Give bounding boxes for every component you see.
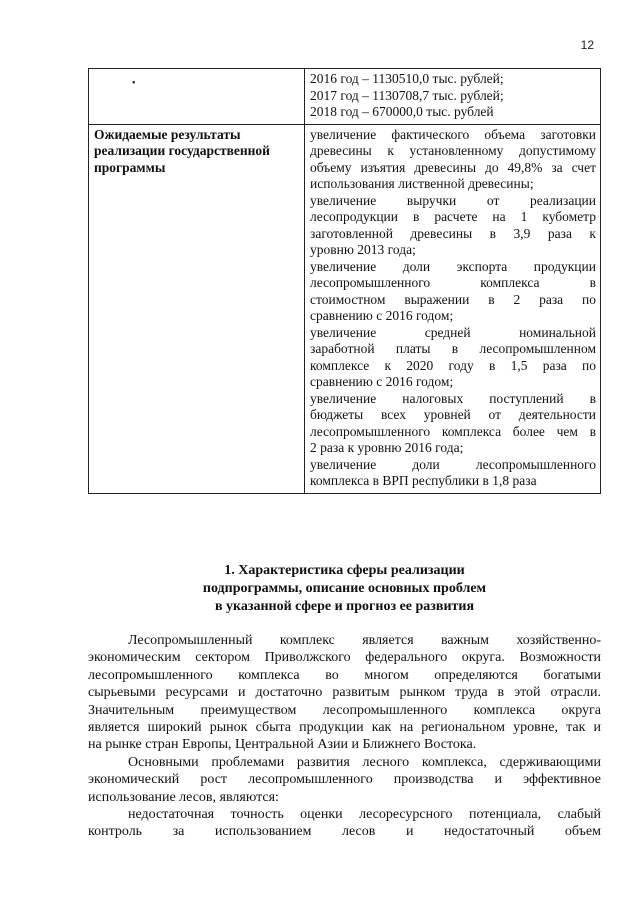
result-line: лесопромышленного комплекса в	[310, 275, 596, 290]
heading-line: в указанной сфере и прогноз ее развития	[214, 599, 475, 614]
page-number: 12	[580, 38, 594, 52]
table-row	[89, 124, 601, 493]
result-line: стоимостном выражении в 2 раза по	[310, 291, 596, 307]
section-body	[88, 632, 601, 841]
paragraph-line: Значительным преимуществом лесопромышленного комплекса округа	[88, 702, 601, 718]
result-line: сравнению с 2016 годом;	[310, 374, 454, 389]
result-line: заготовленной древесины в 3,9 раза к	[310, 225, 596, 241]
result-line: объему изъятия древесины до 49,8% за счет	[310, 159, 596, 175]
paragraph-line: лесопромышленного комплекса во многом определяются богатыми	[88, 667, 601, 683]
result-line: древесины к установленному допустимому	[310, 143, 596, 158]
result-line: увеличение налоговых поступлений в	[310, 390, 596, 406]
paragraph-line: является широкий рынок сбыта продукции как на региональном уровне, так и	[88, 720, 601, 736]
result-line: уровню 2013 года;	[310, 242, 416, 257]
result-line: лесопромышленного комплекса более чем в	[310, 423, 596, 439]
result-line: заработной платы в лесопромышленном	[310, 341, 596, 356]
budget-line: 2018 год – 670000,0 тыс. рублей	[310, 104, 494, 119]
scan-mark: •	[132, 78, 136, 89]
result-line: комплекса в ВРП республики в 1,8 раза	[310, 473, 537, 488]
row-label-line: реализации государственной	[94, 143, 270, 158]
result-line: увеличение доли лесопромышленного	[310, 456, 596, 472]
paragraph-line: Основными проблемами развития лесного комплекса, сдерживающими	[128, 754, 601, 770]
row-label-line: программы	[94, 159, 166, 175]
result-line: лесопродукции в расчете на 1 кубометр	[310, 209, 596, 224]
budget-line: 2016 год – 1130510,0 тыс. рублей;	[310, 71, 504, 86]
result-line: увеличение выручки от реализации	[310, 192, 596, 208]
result-line: 2 раза к уровню 2016 года;	[310, 440, 464, 455]
paragraph-line: контроль за использованием лесов и недостаточный объем	[88, 824, 601, 840]
budget-line: 2017 год – 1130708,7 тыс. рублей;	[310, 87, 504, 103]
paragraph-line: сырьевыми ресурсами и достаточно развитым рынком труда в этой отрасли.	[88, 685, 601, 701]
expected-results-label	[89, 124, 305, 493]
paragraph-line: на рынке стран Европы, Центральной Азии и Ближнего Востока.	[88, 737, 477, 753]
section-heading	[88, 562, 601, 616]
result-line: сравнению с 2016 годом;	[310, 308, 454, 323]
row-label-line: Ожидаемые результаты	[94, 126, 241, 142]
table-cell-value	[305, 69, 601, 125]
result-line: использования лиственной древесины;	[310, 176, 534, 191]
paragraph-line: использование лесов, являются:	[88, 789, 279, 805]
expected-results-value	[305, 124, 601, 493]
result-line: увеличение фактического объема заготовки	[310, 126, 596, 142]
paragraph-line: Лесопромышленный комплекс является важным хозяйственно-	[128, 633, 601, 648]
table-cell-label	[89, 69, 305, 125]
heading-line: подпрограммы, описание основных проблем	[202, 581, 487, 596]
result-line: бюджеты всех уровней от деятельности	[310, 407, 596, 422]
heading-line: 1. Характеристика сферы реализации	[224, 563, 465, 578]
paragraph-line: недостаточная точность оценки лесоресурсного потенциала, слабый	[128, 807, 601, 823]
paragraph-line: экономический рост лесопромышленного производства и эффективное	[88, 772, 601, 788]
result-line: увеличение средней номинальной	[310, 324, 596, 340]
paragraph-line: экономическим сектором Приволжского федерального округа. Возможности	[88, 650, 601, 666]
result-line: комплексе к 2020 году в 1,5 раза по	[310, 357, 596, 373]
program-table	[88, 68, 601, 494]
table-row	[89, 69, 601, 125]
result-line: увеличение доли экспорта продукции	[310, 258, 596, 274]
